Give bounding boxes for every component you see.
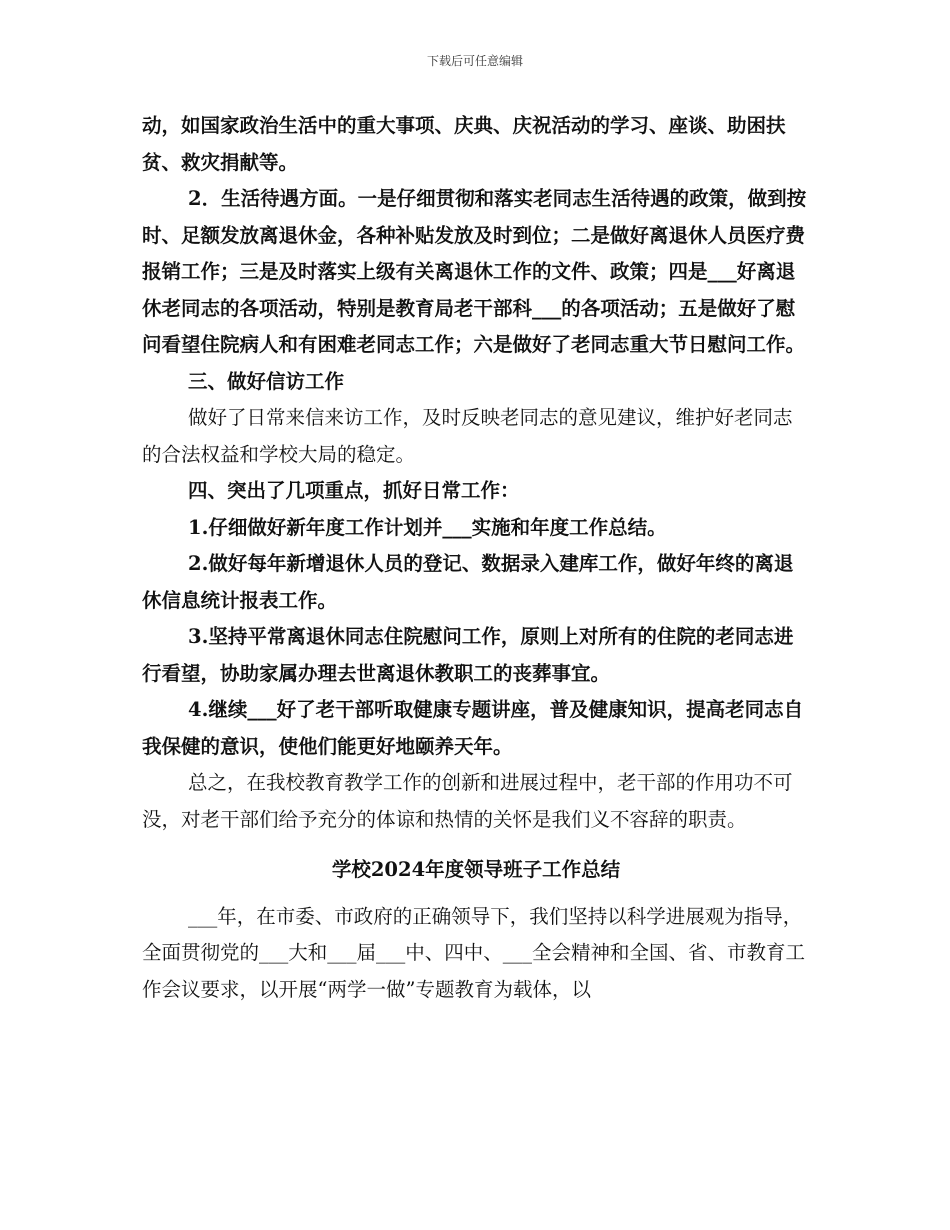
paragraph-petitions: 做好了日常来信来访工作，及时反映老同志的意见建议，维护好老同志的合法权益和学校大局的稳定。 xyxy=(142,406,793,466)
page-header: 下载后可任意编辑 xyxy=(426,54,523,68)
paragraph-continuation: 动，如国家政治生活中的重大事项、庆典、庆祝活动的学习、座谈、助困扶贫、救灾捐献等。 xyxy=(142,114,786,174)
paragraph-closing: ___年，在市委、市政府的正确领导下，我们坚持以科学进展观为指导，全面贯彻党的___大和___届___中、四中、___全会精神和全国、省、市教育工作会议要求，以开展“两学一做”专题教育为载体，以 xyxy=(142,904,806,1001)
list-item-2: 2.做好每年新增退休人员的登记、数据录入建库工作，做好年终的离退休信息统计报表工作。 xyxy=(142,552,794,612)
heading-petitions: 三、做好信访工作 xyxy=(188,369,345,393)
paragraph-living-benefits: 2．生活待遇方面。一是仔细贯彻和落实老同志生活待遇的政策，做到按时、足额发放离退休金，各种补贴发放及时到位；二是做好离退休人员医疗费报销工作；三是及时落实上级有关离退休工作的文件、政策；四是___好离退休老同志的各项活动，特别是教育局老干部科___的各项活动；五是做好了慰问看望住院病人和有困难老同志工作；六是做好了老同志重大节日慰问工作。 xyxy=(142,187,807,356)
section-title: 学校2024年度领导班子工作总结 xyxy=(331,858,621,881)
list-item-3: 3.坚持平常离退休同志住院慰问工作，原则上对所有的住院的老同志进行看望，协助家属办理去世离退休教职工的丧葬事宜。 xyxy=(142,625,794,685)
document-body xyxy=(142,108,810,1008)
list-item-1: 1.仔细做好新年度工作计划并___实施和年度工作总结。 xyxy=(188,515,667,539)
heading-key-points: 四、突出了几项重点，抓好日常工作： xyxy=(188,479,520,502)
paragraph-summary: 总之，在我校教育教学工作的创新和进展过程中，老干部的作用功不可没，对老干部们给予充分的体谅和热情的关怀是我们义不容辞的职责。 xyxy=(142,771,793,831)
list-item-4: 4.继续___好了老干部听取健康专题讲座，普及健康知识，提高老同志自我保健的意识，使他们能更好地颐养天年。 xyxy=(142,698,804,758)
